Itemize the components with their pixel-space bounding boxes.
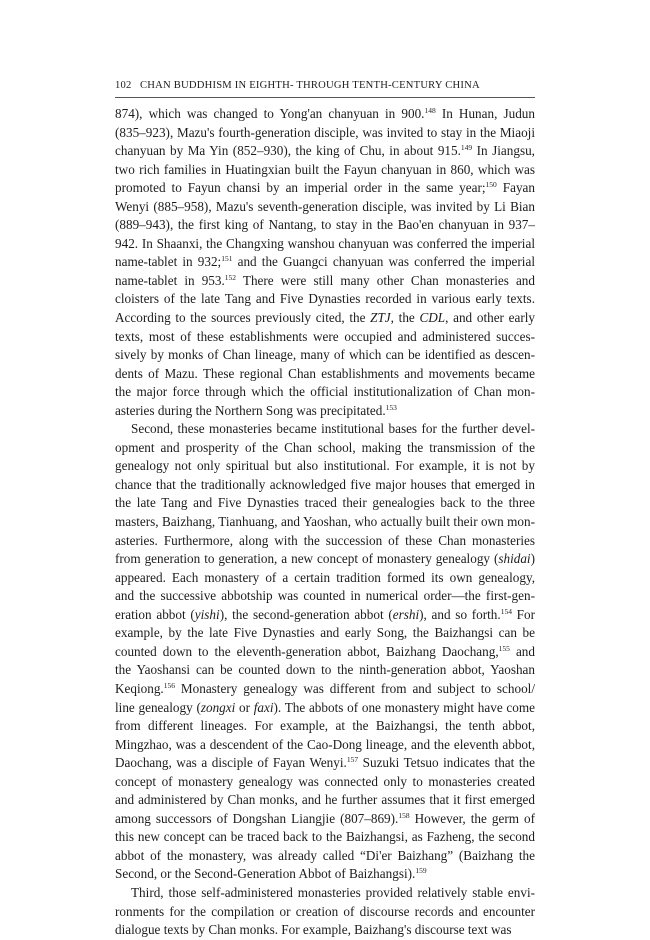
text-line: Daochang, was a disciple of Fayan Wenyi.$^{157}$ Suzuki Tetsuo indicates that the: [115, 755, 535, 771]
italic-term: faxi: [253, 699, 274, 715]
italic-term: ZTJ: [370, 310, 391, 326]
text-line: from generation to generation, a new concept of monastery genealogy (shidai): [115, 551, 535, 567]
paragraph: [115, 105, 535, 420]
text-line: Second, or the Second-Generation Abbot of Baizhangsi).$^{159}$: [115, 866, 427, 882]
footnote-ref: 149: [460, 143, 473, 153]
italic-term: ershi: [392, 606, 420, 622]
text-line: Second, these monasteries became institutional bases for the further devel-: [131, 421, 535, 437]
text-line: the major force through which the official institutionalization of Chan mon-: [115, 384, 535, 400]
text-line: chance that the traditionally acknowledged five major houses that emerged in: [115, 476, 535, 492]
text-line: eration abbot (yishi), the second-generation abbot (ershi), and so forth.$^{154}$ For: [115, 606, 535, 622]
text-line: name-tablet in 953.$^{152}$ There were still many other Chan monasteries and: [115, 272, 535, 288]
text-line: ronments for the compilation or creation of discourse records and encounter: [115, 903, 535, 919]
footnote-ref: 152: [224, 272, 237, 282]
running-title: CHAN BUDDHISM IN EIGHTH- THROUGH TENTH-CENTURY CHINA: [140, 80, 480, 91]
footnote-ref: 154: [500, 606, 512, 616]
body-text: [115, 105, 535, 940]
text-line: chanyuan by Ma Yin (852–930), the king of Chu, in about 915.$^{149}$ In Jiangsu,: [115, 143, 535, 159]
text-line: dialogue texts by Chan monks. For example, Baizhang's discourse text was: [115, 922, 512, 938]
text-line: this new concept can be traced back to the Baizhangsi, as Fazheng, the second: [115, 829, 535, 845]
text-line: (889–943), the first king of Nantang, to stay in the Bao'en chanyuan in 937–: [115, 217, 535, 233]
text-line: and the successive abbotship was counted in numerical order—the first-gen-: [115, 588, 535, 604]
text-line: cloisters of the late Tang and Five Dynasties recorded in various early texts.: [115, 291, 535, 307]
text-line: example, by the late Five Dynasties and early Song, the Baizhangsi can be: [115, 625, 535, 641]
text-line: 942. In Shaanxi, the Changxing wanshou chanyuan was conferred the imperial: [115, 235, 535, 251]
footnote-ref: 148: [424, 106, 436, 115]
text-line: line genealogy (zongxi or faxi). The abbots of one monastery might have come: [115, 699, 535, 715]
italic-term: zongxi: [200, 699, 236, 715]
text-line: opment and prosperity of the Chan school, making the transmission of the: [115, 439, 535, 455]
text-line: 874), which was changed to Yong'an chanyuan in 900.$^{148}$ In Hunan, Judun: [115, 106, 535, 121]
text-line: sively by monks of Chan lineage, many of which can be identified as descen-: [115, 347, 535, 363]
paragraph: [115, 884, 535, 940]
text-line: texts, most of these establishments were occupied and administered succes-: [115, 328, 535, 344]
footnote-ref: 153: [385, 402, 397, 412]
text-line: abbot of the monastery, was already called “Di'er Baizhang” (Baizhang the: [115, 847, 535, 863]
text-line: from different lineages. For example, at the Baizhangsi, the tenth abbot,: [115, 718, 535, 734]
text-line: dents of Mazu. These regional Chan establishments and movements became: [115, 365, 535, 381]
footnote-ref: 151: [221, 254, 233, 264]
text-line: appeared. Each monastery of a certain tradition formed its own genealogy,: [115, 569, 535, 585]
text-line: According to the sources previously cited, the ZTJ, the CDL, and other early: [115, 310, 535, 326]
text-line: genealogy not only spiritual but also institutional. For example, it is not by: [115, 458, 535, 474]
footnote-ref: 156: [163, 680, 175, 690]
italic-term: CDL: [419, 310, 446, 326]
running-header: [115, 80, 535, 91]
footnote-ref: 155: [498, 643, 510, 653]
footnote-ref: 150: [485, 180, 497, 190]
italic-term: shidai: [498, 551, 531, 567]
text-line: the late Tang and Five Dynasties traced their genealogies back to the three: [115, 495, 535, 511]
text-line: Wenyi (885–958), Mazu's seventh-generation disciple, was invited by Li Bian: [115, 198, 535, 214]
page-number: 102: [115, 80, 132, 91]
footnote-ref: 158: [398, 810, 410, 820]
text-line: (835–923), Mazu's fourth-generation disciple, was invited to stay in the Miaoji: [115, 124, 535, 140]
text-line: the Yaoshansi can be counted down to the ninth-generation abbot, Yaoshan: [115, 662, 535, 678]
footnote-ref: 159: [415, 866, 427, 876]
text-line: among successors of Dongshan Liangjie (807–869).$^{158}$ However, the germ of: [115, 810, 535, 826]
text-line: counted down to the eleventh-generation abbot, Baizhang Daochang,$^{155}$ and: [115, 643, 535, 659]
footnote-ref: 157: [346, 755, 359, 765]
text-line: promoted to Fayun chansi by an imperial order in the same year;$^{150}$ Fayan: [115, 180, 535, 196]
text-line: concept of monastery genealogy was connected only to monasteries created: [115, 773, 535, 789]
text-line: asteries. Furthermore, along with the succession of these Chan monasteries: [115, 532, 535, 548]
paragraph: [115, 420, 535, 884]
text-line: masters, Baizhang, Tianhuang, and Yaoshan, who actually built their own mon-: [115, 514, 535, 530]
header-rule: [115, 97, 535, 98]
text-line: two rich families in Huatingxian built the Fayun chanyuan in 860, which was: [115, 161, 535, 177]
text-line: name-tablet in 932;$^{151}$ and the Guangci chanyuan was conferred the imperial: [115, 254, 535, 270]
italic-term: yishi: [194, 606, 220, 622]
text-line: and administered by Chan monks, and he further assumes that it first emerged: [115, 792, 535, 808]
text-line: Mingzhao, was a descendent of the Cao-Dong lineage, and the eleventh abbot,: [115, 736, 535, 752]
text-line: asteries during the Northern Song was precipitated.$^{153}$: [115, 402, 397, 418]
text-line: Keqiong.$^{156}$ Monastery genealogy was different from and subject to school/: [115, 680, 535, 696]
text-line: Third, those self-administered monasteries provided relatively stable envi-: [131, 884, 535, 900]
